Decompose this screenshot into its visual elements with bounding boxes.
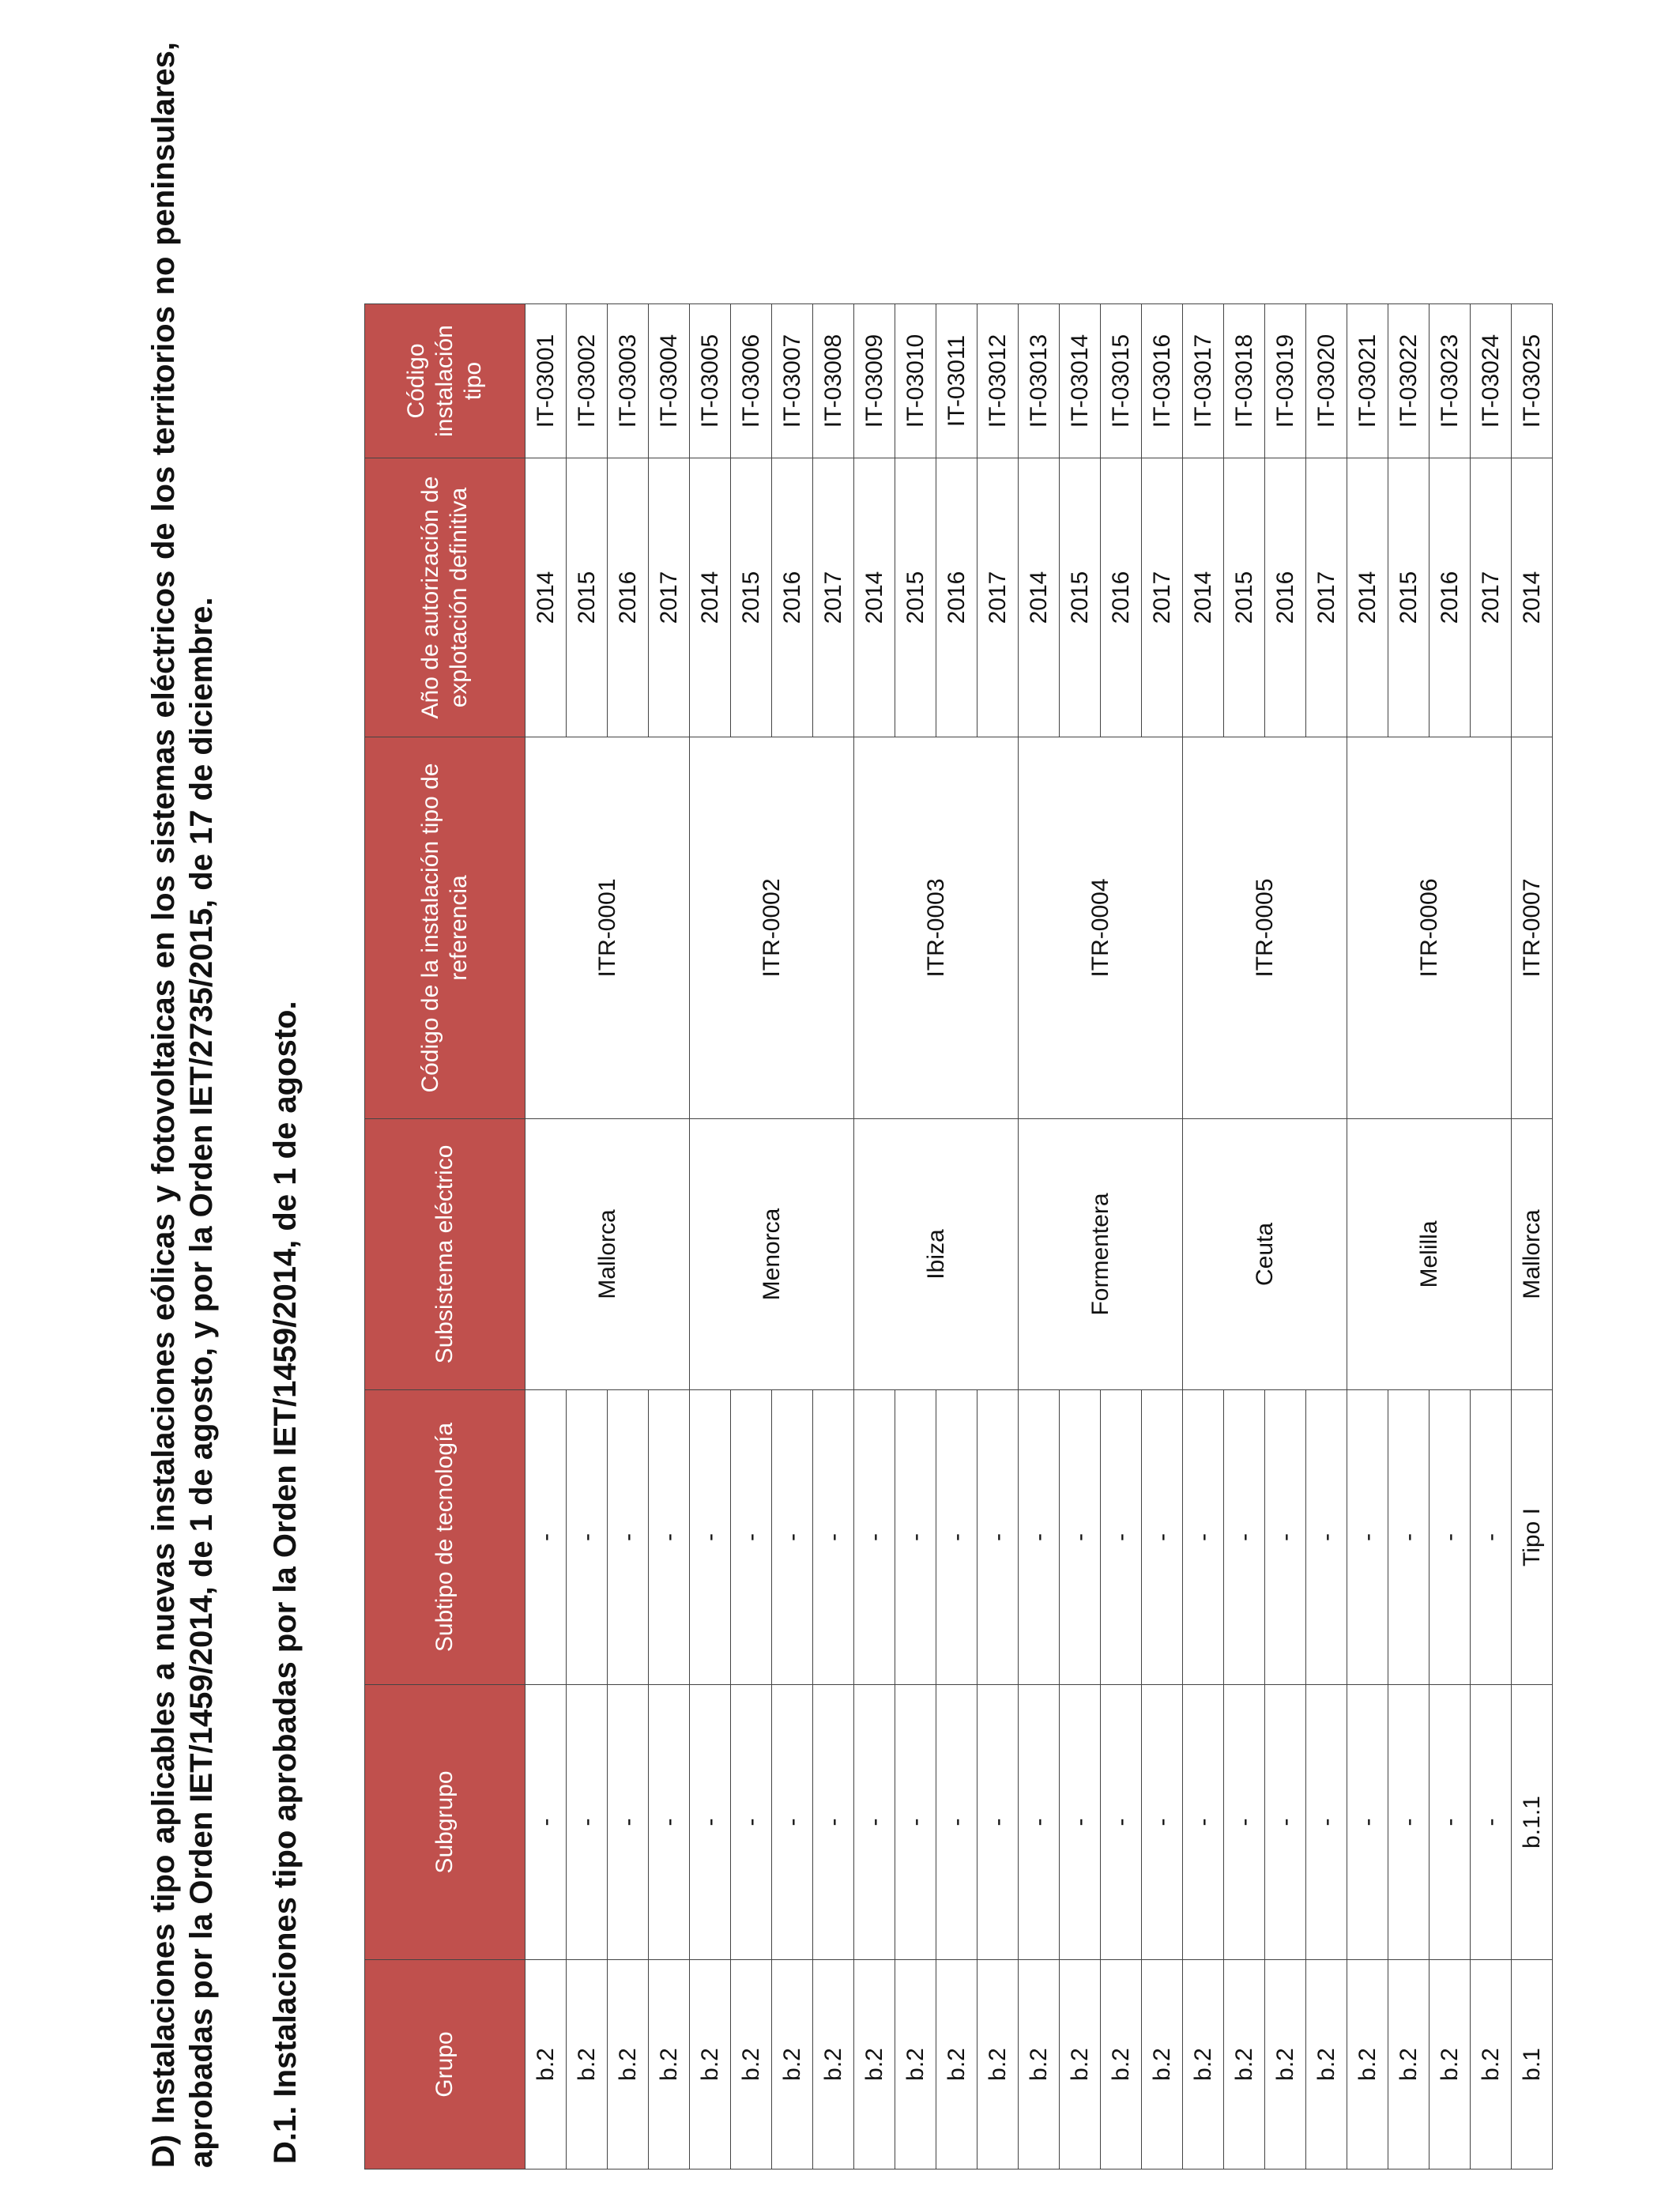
table-row xyxy=(690,304,731,2169)
section-heading: D) Instalaciones tipo aplicables a nuevas instalaciones eólicas y fotovoltaicas en los sistemas eléctricos de los territorios no peninsulares, aprobadas por la Orden IET/1459/2014, de 1 de agosto, y por la Orden IET/2735/2015, de 17 de diciembre. xyxy=(146,42,219,2168)
cell-grupo: b.2 xyxy=(1019,1960,1060,2169)
cell-anio: 2015 xyxy=(1388,458,1430,737)
cell-subtipo: - xyxy=(813,1390,854,1685)
table-header-row xyxy=(365,304,525,2169)
cell-codigo: IT-03003 xyxy=(608,304,649,458)
cell-anio: 2014 xyxy=(1183,458,1224,737)
cell-subgrupo: - xyxy=(977,1685,1019,1960)
cell-grupo: b.2 xyxy=(608,1960,649,2169)
cell-subgrupo: - xyxy=(1101,1685,1142,1960)
cell-anio: 2015 xyxy=(1224,458,1265,737)
cell-subgrupo: - xyxy=(1142,1685,1183,1960)
cell-itr: ITR-0002 xyxy=(690,737,854,1119)
cell-subtipo: - xyxy=(1471,1390,1512,1685)
cell-anio: 2017 xyxy=(1471,458,1512,737)
cell-subtipo: - xyxy=(1060,1390,1101,1685)
cell-subtipo: - xyxy=(895,1390,936,1685)
cell-grupo: b.2 xyxy=(772,1960,813,2169)
cell-subsistema: Ceuta xyxy=(1183,1119,1347,1390)
cell-codigo: IT-03004 xyxy=(649,304,690,458)
cell-subgrupo: b.1.1 xyxy=(1512,1685,1553,1960)
cell-codigo: IT-03012 xyxy=(977,304,1019,458)
cell-subtipo: - xyxy=(936,1390,977,1685)
cell-grupo: b.2 xyxy=(813,1960,854,2169)
cell-codigo: IT-03020 xyxy=(1306,304,1347,458)
cell-anio: 2015 xyxy=(895,458,936,737)
cell-subtipo: - xyxy=(1306,1390,1347,1685)
cell-grupo: b.2 xyxy=(1060,1960,1101,2169)
cell-codigo: IT-03006 xyxy=(731,304,772,458)
cell-anio: 2014 xyxy=(690,458,731,737)
cell-subtipo: - xyxy=(1142,1390,1183,1685)
cell-codigo: IT-03021 xyxy=(1347,304,1388,458)
cell-grupo: b.2 xyxy=(895,1960,936,2169)
cell-subgrupo: - xyxy=(772,1685,813,1960)
cell-anio: 2016 xyxy=(936,458,977,737)
cell-codigo: IT-03001 xyxy=(525,304,567,458)
cell-codigo: IT-03014 xyxy=(1060,304,1101,458)
cell-itr: ITR-0006 xyxy=(1347,737,1512,1119)
cell-anio: 2014 xyxy=(1347,458,1388,737)
cell-subgrupo: - xyxy=(813,1685,854,1960)
cell-subgrupo: - xyxy=(1060,1685,1101,1960)
cell-itr: ITR-0003 xyxy=(854,737,1019,1119)
cell-anio: 2015 xyxy=(567,458,608,737)
cell-anio: 2017 xyxy=(1142,458,1183,737)
cell-codigo: IT-03019 xyxy=(1265,304,1306,458)
cell-grupo: b.2 xyxy=(731,1960,772,2169)
cell-subtipo: - xyxy=(525,1390,567,1685)
cell-subsistema: Ibiza xyxy=(854,1119,1019,1390)
cell-subgrupo: - xyxy=(1183,1685,1224,1960)
table-row xyxy=(1512,304,1553,2169)
table-row xyxy=(1183,304,1224,2169)
cell-subgrupo: - xyxy=(1306,1685,1347,1960)
cell-codigo: IT-03007 xyxy=(772,304,813,458)
table-row xyxy=(854,304,895,2169)
cell-codigo: IT-03009 xyxy=(854,304,895,458)
cell-anio: 2015 xyxy=(731,458,772,737)
cell-subgrupo: - xyxy=(1347,1685,1388,1960)
cell-subgrupo: - xyxy=(1430,1685,1471,1960)
cell-grupo: b.2 xyxy=(525,1960,567,2169)
cell-grupo: b.2 xyxy=(690,1960,731,2169)
cell-subtipo: - xyxy=(1101,1390,1142,1685)
cell-anio: 2016 xyxy=(608,458,649,737)
cell-subtipo: - xyxy=(649,1390,690,1685)
cell-anio: 2014 xyxy=(1019,458,1060,737)
cell-grupo: b.2 xyxy=(1471,1960,1512,2169)
cell-codigo: IT-03008 xyxy=(813,304,854,458)
cell-anio: 2015 xyxy=(1060,458,1101,737)
cell-codigo: IT-03024 xyxy=(1471,304,1512,458)
cell-subgrupo: - xyxy=(731,1685,772,1960)
cell-subtipo: - xyxy=(1265,1390,1306,1685)
cell-grupo: b.2 xyxy=(977,1960,1019,2169)
cell-subtipo: - xyxy=(1183,1390,1224,1685)
cell-subtipo: - xyxy=(1224,1390,1265,1685)
cell-grupo: b.2 xyxy=(1183,1960,1224,2169)
cell-codigo: IT-03018 xyxy=(1224,304,1265,458)
cell-subtipo: Tipo I xyxy=(1512,1390,1553,1685)
cell-codigo: IT-03002 xyxy=(567,304,608,458)
cell-subsistema: Mallorca xyxy=(1512,1119,1553,1390)
cell-codigo: IT-03011 xyxy=(936,304,977,458)
cell-subgrupo: - xyxy=(1265,1685,1306,1960)
cell-subtipo: - xyxy=(567,1390,608,1685)
cell-subtipo: - xyxy=(731,1390,772,1685)
subsection-heading: D.1. Instalaciones tipo aprobadas por la Orden IET/1459/2014, de 1 de agosto. xyxy=(268,1001,303,2164)
cell-subtipo: - xyxy=(1430,1390,1471,1685)
cell-anio: 2017 xyxy=(649,458,690,737)
cell-grupo: b.2 xyxy=(649,1960,690,2169)
cell-itr: ITR-0001 xyxy=(525,737,690,1119)
cell-anio: 2014 xyxy=(1512,458,1553,737)
cell-itr: ITR-0005 xyxy=(1183,737,1347,1119)
cell-subtipo: - xyxy=(690,1390,731,1685)
cell-subgrupo: - xyxy=(690,1685,731,1960)
cell-grupo: b.2 xyxy=(854,1960,895,2169)
table-row xyxy=(1347,304,1388,2169)
cell-subsistema: Formentera xyxy=(1019,1119,1183,1390)
cell-subtipo: - xyxy=(608,1390,649,1685)
cell-codigo: IT-03023 xyxy=(1430,304,1471,458)
cell-subtipo: - xyxy=(772,1390,813,1685)
header-anio: Año de autorización de explotación definitiva xyxy=(365,458,525,737)
table-body xyxy=(525,304,1553,2169)
cell-subgrupo: - xyxy=(1019,1685,1060,1960)
cell-anio: 2016 xyxy=(1101,458,1142,737)
table-row xyxy=(1019,304,1060,2169)
header-codigo: Código instalación tipo xyxy=(365,304,525,458)
cell-itr: ITR-0004 xyxy=(1019,737,1183,1119)
cell-anio: 2017 xyxy=(813,458,854,737)
cell-grupo: b.2 xyxy=(1101,1960,1142,2169)
cell-grupo: b.2 xyxy=(567,1960,608,2169)
cell-grupo: b.2 xyxy=(1265,1960,1306,2169)
cell-grupo: b.2 xyxy=(1430,1960,1471,2169)
cell-grupo: b.1 xyxy=(1512,1960,1553,2169)
cell-grupo: b.2 xyxy=(1224,1960,1265,2169)
cell-codigo: IT-03016 xyxy=(1142,304,1183,458)
cell-subtipo: - xyxy=(1347,1390,1388,1685)
cell-subtipo: - xyxy=(854,1390,895,1685)
table-row xyxy=(525,304,567,2169)
cell-codigo: IT-03025 xyxy=(1512,304,1553,458)
cell-grupo: b.2 xyxy=(1388,1960,1430,2169)
cell-subgrupo: - xyxy=(895,1685,936,1960)
cell-anio: 2014 xyxy=(854,458,895,737)
header-subtipo: Subtipo de tecnología xyxy=(365,1390,525,1685)
cell-subtipo: - xyxy=(977,1390,1019,1685)
cell-subsistema: Mallorca xyxy=(525,1119,690,1390)
cell-codigo: IT-03013 xyxy=(1019,304,1060,458)
cell-subgrupo: - xyxy=(1388,1685,1430,1960)
cell-subtipo: - xyxy=(1019,1390,1060,1685)
cell-subgrupo: - xyxy=(854,1685,895,1960)
cell-subsistema: Menorca xyxy=(690,1119,854,1390)
header-subsistema: Subsistema eléctrico xyxy=(365,1119,525,1390)
cell-subgrupo: - xyxy=(608,1685,649,1960)
header-grupo: Grupo xyxy=(365,1960,525,2169)
cell-subgrupo: - xyxy=(567,1685,608,1960)
cell-subgrupo: - xyxy=(936,1685,977,1960)
cell-subsistema: Melilla xyxy=(1347,1119,1512,1390)
cell-codigo: IT-03022 xyxy=(1388,304,1430,458)
cell-itr: ITR-0007 xyxy=(1512,737,1553,1119)
installations-table xyxy=(364,303,1553,2169)
cell-subtipo: - xyxy=(1388,1390,1430,1685)
cell-subgrupo: - xyxy=(1224,1685,1265,1960)
cell-codigo: IT-03010 xyxy=(895,304,936,458)
cell-codigo: IT-03015 xyxy=(1101,304,1142,458)
header-subgrupo: Subgrupo xyxy=(365,1685,525,1960)
cell-anio: 2017 xyxy=(1306,458,1347,737)
cell-subgrupo: - xyxy=(525,1685,567,1960)
cell-anio: 2014 xyxy=(525,458,567,737)
cell-anio: 2016 xyxy=(772,458,813,737)
cell-subgrupo: - xyxy=(1471,1685,1512,1960)
cell-codigo: IT-03017 xyxy=(1183,304,1224,458)
cell-anio: 2016 xyxy=(1430,458,1471,737)
cell-grupo: b.2 xyxy=(1142,1960,1183,2169)
cell-anio: 2016 xyxy=(1265,458,1306,737)
cell-anio: 2017 xyxy=(977,458,1019,737)
cell-grupo: b.2 xyxy=(1306,1960,1347,2169)
cell-subgrupo: - xyxy=(649,1685,690,1960)
cell-codigo: IT-03005 xyxy=(690,304,731,458)
cell-grupo: b.2 xyxy=(936,1960,977,2169)
cell-grupo: b.2 xyxy=(1347,1960,1388,2169)
header-itr: Código de la instalación tipo de referencia xyxy=(365,737,525,1119)
